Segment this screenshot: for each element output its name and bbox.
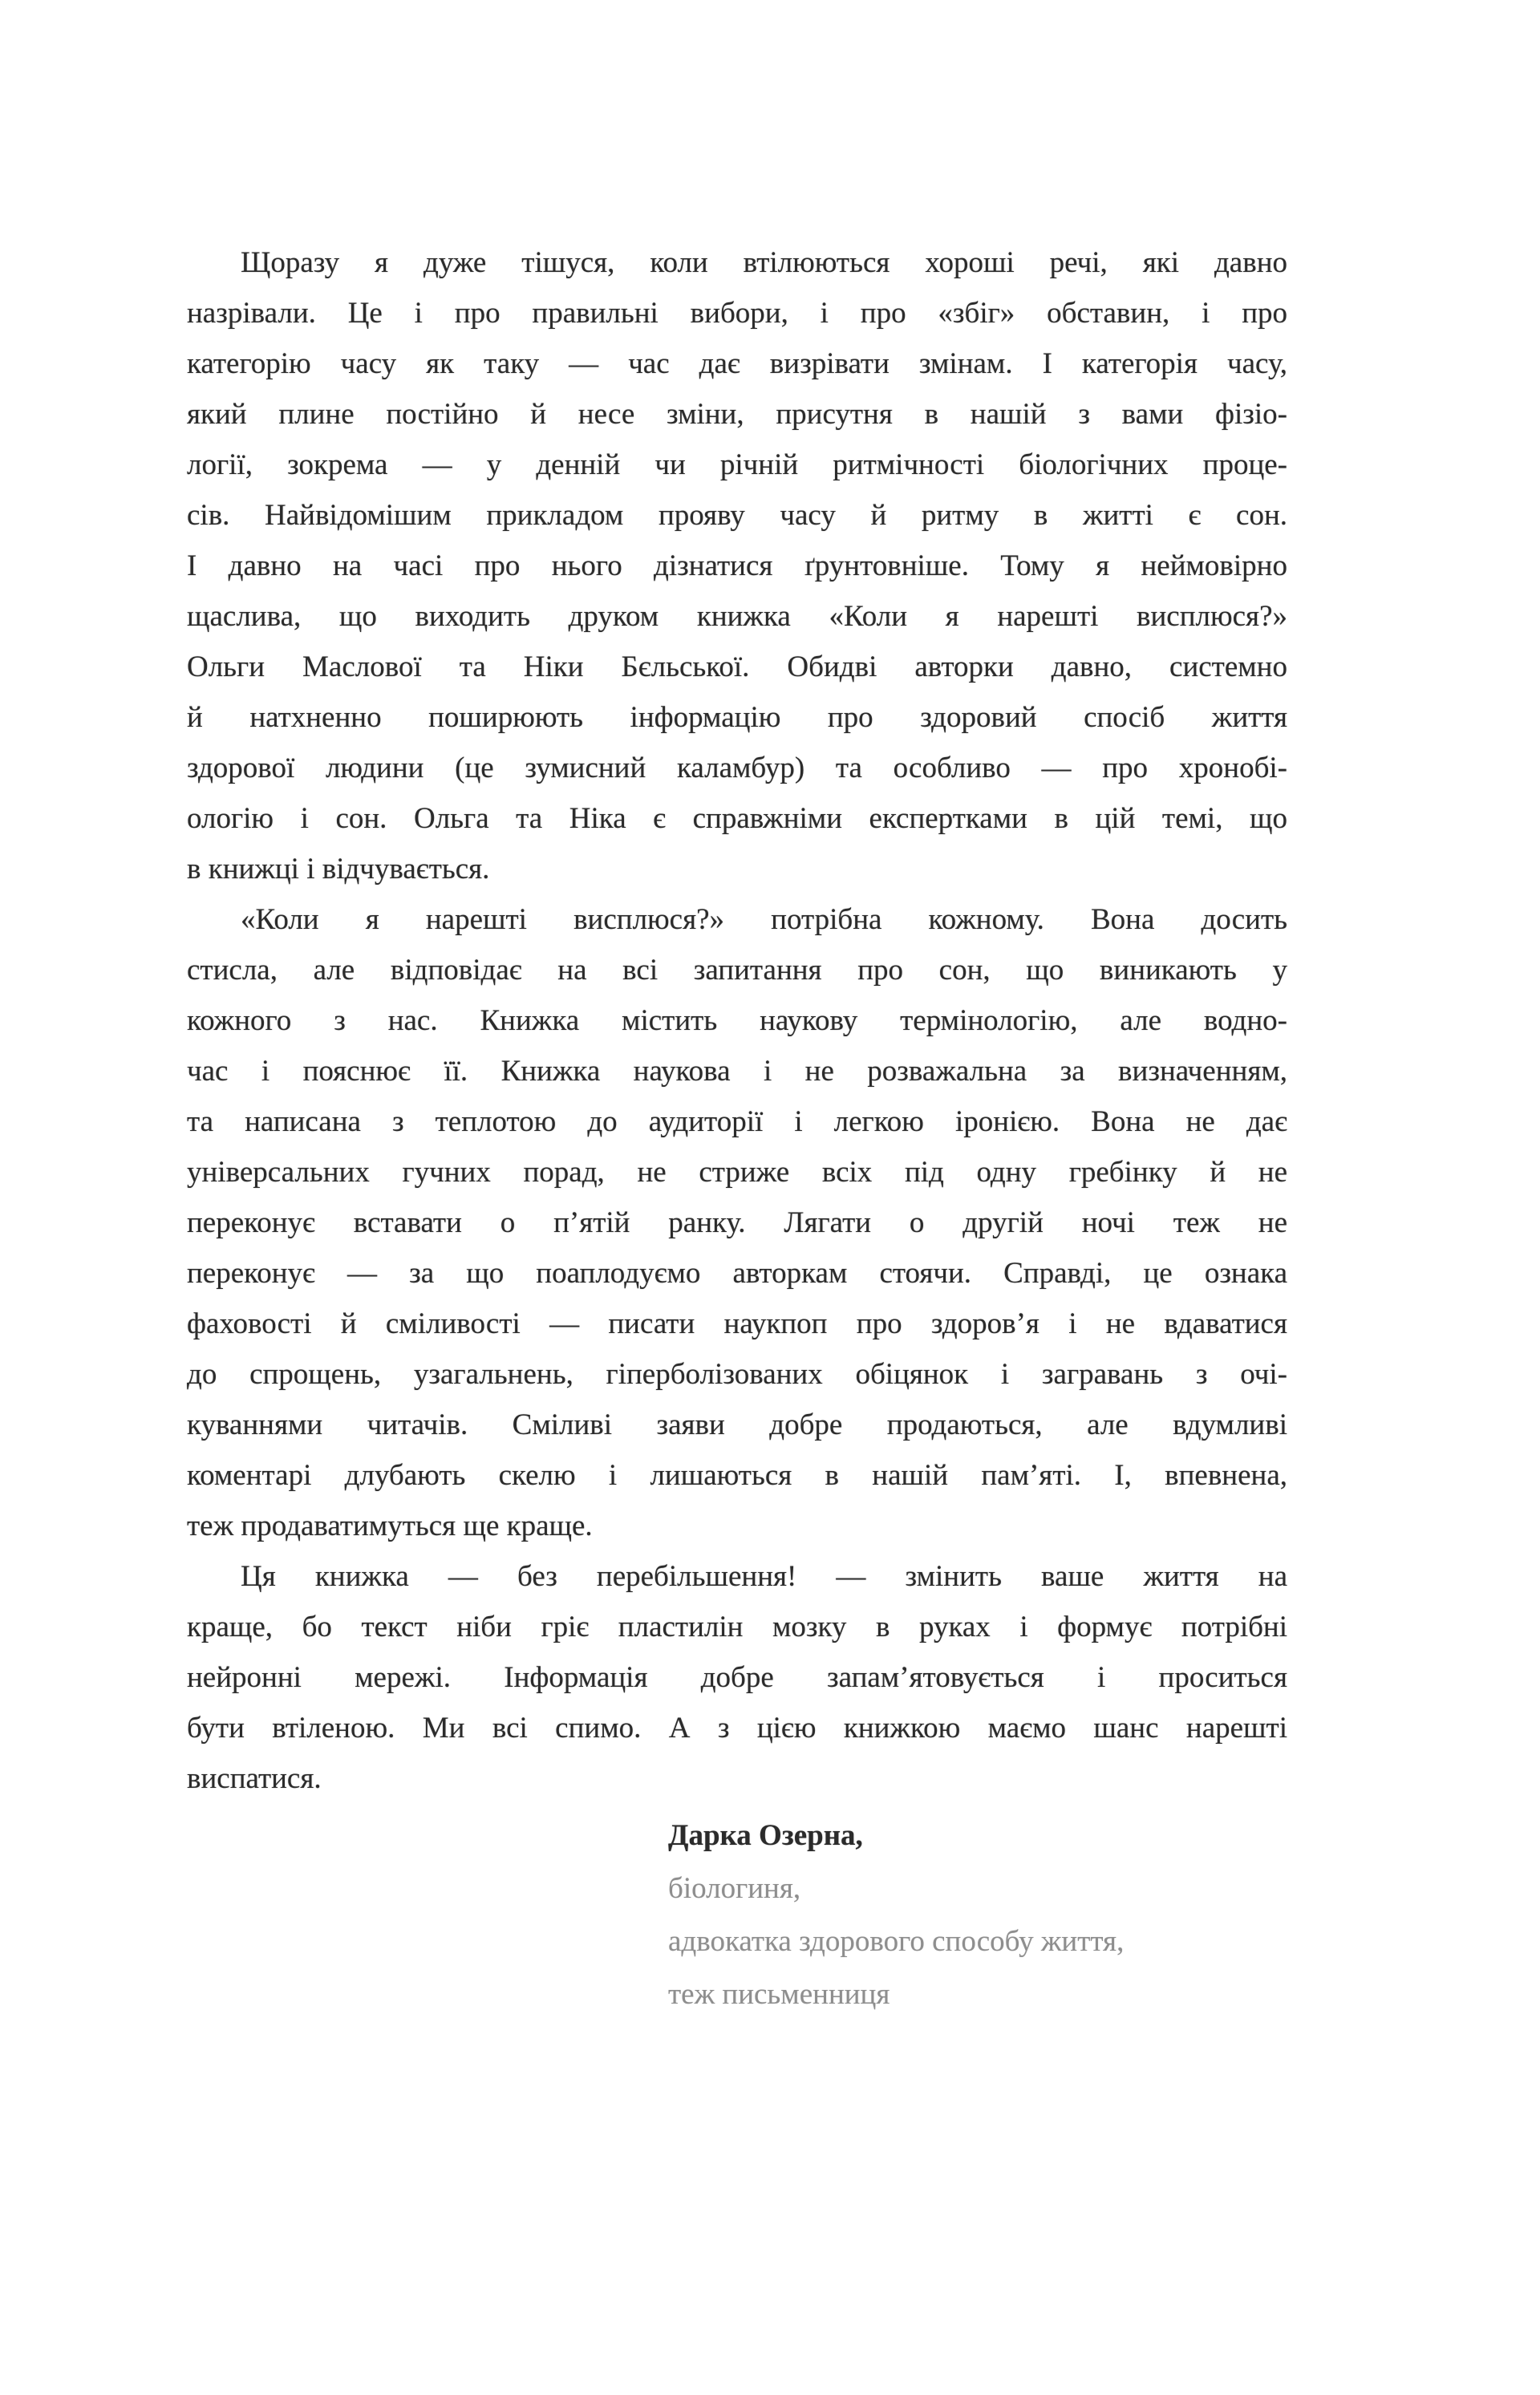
text-line: переконує вставати о п’ятій ранку. Лягати о другій ночі теж не [187,1206,1287,1239]
text-line: Ольги Маслової та Ніки Бєльської. Обидві авторки давно, системно [187,650,1287,683]
text-line: який плине постійно й несе зміни, присутня в нашій з вами фізіо- [187,398,1287,431]
text-line: щаслива, що виходить друком книжка «Коли я нарешті висплюся?» [187,600,1287,633]
signature-title-line: адвокатка здорового способу життя, [668,1925,1125,1958]
text-line: нейронні мережі. Інформація добре запам’ятовується і проситься [187,1661,1287,1694]
text-line: універсальних гучних порад, не стриже всіх під одну гребінку й не [187,1156,1287,1189]
text-line: й натхненно поширюють інформацію про здоровий спосіб життя [187,701,1287,734]
text-line: до спрощень, узагальнень, гіперболізованих обіцянок і загравань з очі- [187,1358,1287,1391]
text-line: краще, бо текст ніби гріє пластилін мозку в руках і формує потрібні [187,1611,1287,1643]
text-line: кожного з нас. Книжка містить наукову термінологію, але водно- [187,1004,1287,1037]
text-line: час і пояснює її. Книжка наукова і не розважальна за визначенням, [187,1055,1287,1088]
text-line: та написана з теплотою до аудиторії і легкою іронією. Вона не дає [187,1105,1287,1138]
text-line: фаховості й сміливості — писати наукпоп про здоров’я і не вдаватися [187,1307,1287,1340]
paragraph [187,894,1287,1551]
signature-block [668,1809,1326,2021]
text-line: Ця книжка — без перебільшення! — змінить ваше життя на [241,1560,1287,1593]
text-line: виспатися. [187,1762,322,1795]
text-line: Щоразу я дуже тішуся, коли втілюються хороші речі, які давно [241,246,1287,279]
text-line: коментарі длубають скелю і лишаються в нашій пам’яті. І, впевнена, [187,1459,1287,1492]
signature-title-line: біологиня, [668,1872,801,1905]
text-line: І давно на часі про нього дізнатися ґрунтовніше. Тому я неймовірно [187,549,1287,582]
signature-titles [668,1862,1326,2021]
text-line: стисла, але відповідає на всі запитання про сон, що виникають у [187,954,1287,987]
signature-name: Дарка Озерна, [668,1819,863,1852]
text-line: сів. Найвідомішим прикладом прояву часу й ритму в житті є сон. [187,499,1287,532]
text-line: переконує — за що поаплодуємо авторкам стоячи. Справді, це ознака [187,1257,1287,1290]
text-line: категорію часу як таку — час дає визрівати змінам. І категорія часу, [187,347,1287,380]
text-line: куваннями читачів. Сміливі заяви добре продаються, але вдумливі [187,1408,1287,1441]
paragraph [187,237,1287,894]
text-line: теж продаватимуться ще краще. [187,1510,593,1542]
paragraph [187,1551,1287,1804]
foreword-text [187,237,1287,1804]
text-line: бути втіленою. Ми всі спимо. А з цією книжкою маємо шанс нарешті [187,1712,1287,1745]
text-line: в книжці і відчувається. [187,853,490,885]
text-line: логії, зокрема — у денній чи річній ритмічності біологічних проце- [187,448,1287,481]
text-line: здорової людини (це зумисний каламбур) та особливо — про хронобі- [187,752,1287,784]
signature-title-line: теж письменниця [668,1978,890,2011]
text-line: «Коли я нарешті висплюся?» потрібна кожному. Вона досить [241,903,1287,936]
text-line: назрівали. Це і про правильні вибори, і про «збіг» обставин, і про [187,297,1287,330]
text-line: ологію і сон. Ольга та Ніка є справжніми експертками в цій темі, що [187,802,1287,835]
